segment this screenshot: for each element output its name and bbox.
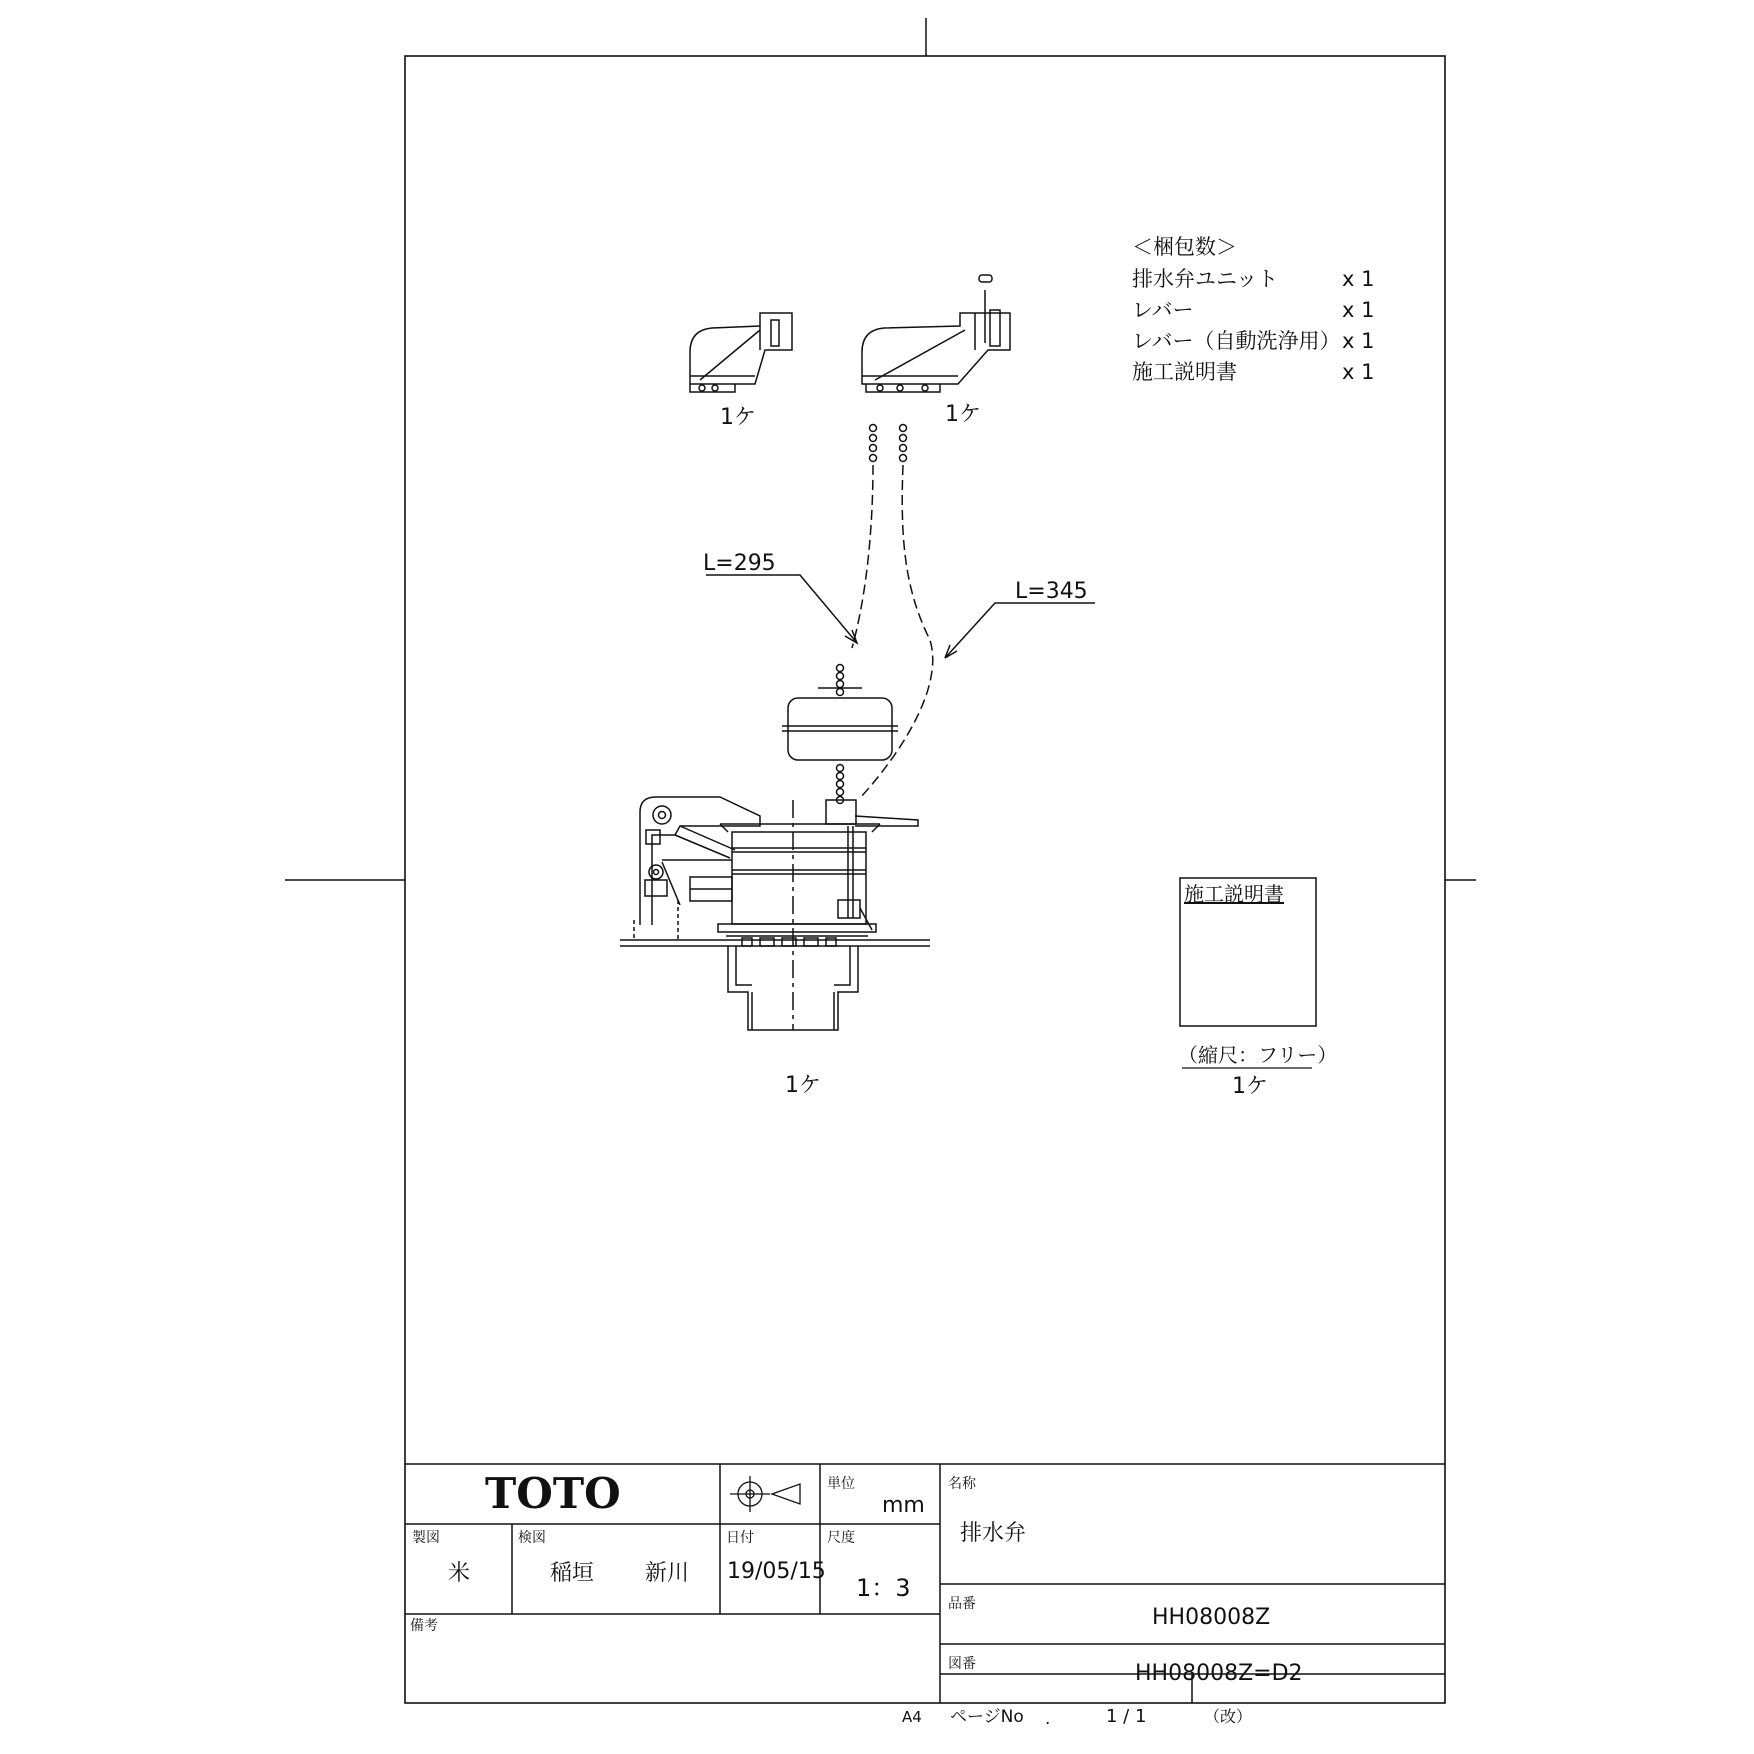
revision-label: （改）: [1204, 1707, 1253, 1726]
checked-label: 検図: [518, 1530, 546, 1546]
checked-value: 新川: [645, 1561, 690, 1586]
lever-auto-qty: 1ケ: [945, 402, 981, 427]
unit-label: 単位: [827, 1476, 855, 1492]
lever-drawing: [690, 313, 792, 392]
page-separator: .: [1045, 1709, 1051, 1729]
paper-size: A4: [902, 1708, 922, 1726]
lever-qty: 1ケ: [720, 405, 756, 430]
projection-symbol-icon: [730, 1476, 800, 1512]
drafted-label: 製図: [412, 1530, 440, 1546]
scale-value: 1：3: [856, 1574, 911, 1602]
unit-qty: 1ケ: [785, 1073, 821, 1098]
name-value: 排水弁: [960, 1521, 1027, 1546]
packing-item-qty: x 1: [1342, 298, 1375, 322]
unit-value: mm: [882, 1493, 925, 1518]
drain-valve-unit-drawing: [620, 665, 930, 1031]
packing-item-name: 施工説明書: [1132, 360, 1237, 384]
date-value: 19/05/15: [727, 1559, 826, 1584]
manual-scale-note: （縮尺：フリー）: [1178, 1043, 1338, 1067]
packing-item-qty: x 1: [1342, 329, 1375, 353]
packing-item-name: レバー: [1132, 298, 1194, 322]
manual-label: 施工説明書: [1184, 882, 1284, 906]
page-label: ページNo: [950, 1707, 1024, 1727]
drafted-value: 米: [448, 1561, 471, 1586]
manual-qty: 1ケ: [1232, 1074, 1268, 1099]
packing-item-name: レバー（自動洗浄用）: [1132, 329, 1341, 353]
toto-logo: TOTO: [485, 1469, 621, 1518]
packing-item-name: 排水弁ユニット: [1132, 267, 1279, 291]
drawing-no-label: 図番: [948, 1656, 976, 1672]
packing-item-qty: x 1: [1342, 267, 1375, 291]
drawing-frame: [405, 56, 1445, 1703]
checked-value: 稲垣: [550, 1561, 595, 1586]
name-label: 名称: [948, 1476, 976, 1492]
centering-marks: [285, 18, 1476, 880]
date-label: 日付: [726, 1530, 754, 1546]
lever-auto-drawing: [862, 275, 1010, 392]
chain-long-length: L=345: [1015, 579, 1088, 604]
packing-title: ＜梱包数＞: [1132, 235, 1237, 259]
page-value: 1 / 1: [1106, 1706, 1147, 1727]
part-no-label: 品番: [948, 1596, 976, 1612]
packing-list: [1132, 235, 1374, 384]
chain-short-length: L=295: [703, 551, 776, 576]
scale-label: 尺度: [827, 1530, 855, 1546]
remarks-label: 備考: [410, 1618, 438, 1634]
packing-item-qty: x 1: [1342, 360, 1375, 384]
chains: [706, 425, 1095, 799]
drawing-no-value: HH08008Z=D2: [1135, 1661, 1303, 1686]
part-no-value: HH08008Z: [1152, 1605, 1271, 1630]
